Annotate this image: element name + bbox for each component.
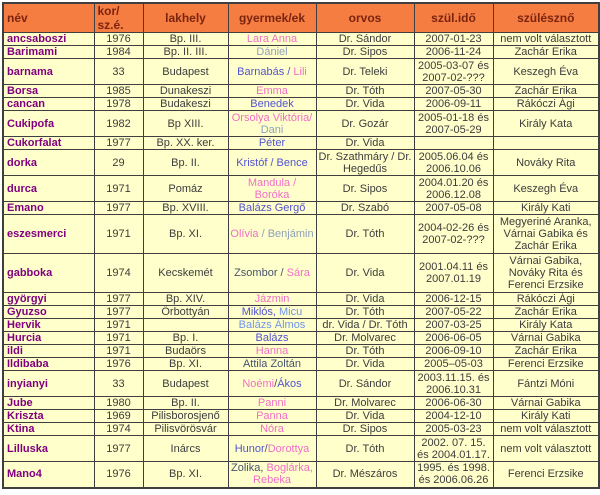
cell-orvos: Dr. Vida xyxy=(316,98,414,111)
cell-nev: Jube xyxy=(3,397,94,410)
column-header-lakhely: lakhely xyxy=(143,3,228,33)
cell-lakhely: Bp. XVIII. xyxy=(143,202,228,215)
cell-gyermek xyxy=(228,319,316,332)
cell-orvos: Dr. Molvarec xyxy=(316,397,414,410)
cell-nev: Emano xyxy=(3,202,94,215)
table-row xyxy=(3,423,599,436)
cell-lakhely: Bp XIII. xyxy=(143,111,228,137)
child-name: / Benjámin xyxy=(261,228,314,240)
child-name: Kristóf / Bence xyxy=(236,156,308,169)
table-row xyxy=(3,332,599,345)
cell-lakhely: Kecskemét xyxy=(143,254,228,293)
cell-gyermek xyxy=(228,293,316,306)
cell-szulido: 2004-12-10 xyxy=(414,410,493,423)
cell-gyermek xyxy=(228,345,316,358)
cell-lakhely: Budaörs xyxy=(143,345,228,358)
child-name: Balázs Gergő xyxy=(238,202,306,214)
cell-kor: 1977 xyxy=(94,137,143,150)
table-row xyxy=(3,85,599,98)
child-name: / xyxy=(274,377,278,390)
cell-kor: 1980 xyxy=(94,397,143,410)
cell-kor: 29 xyxy=(94,150,143,176)
column-header-gyermek: gyermek/ek xyxy=(228,3,316,33)
cell-nev: Mano4 xyxy=(3,462,94,488)
cell-orvos: Dr. Vida xyxy=(316,254,414,293)
table-row xyxy=(3,293,599,306)
child-name: Panni xyxy=(257,397,287,409)
cell-gyermek xyxy=(228,462,316,488)
cell-orvos: Dr. Tóth xyxy=(316,215,414,254)
cell-kor: 1974 xyxy=(94,254,143,293)
child-name: Emma xyxy=(256,85,288,97)
cell-lakhely: Bp. XIV. xyxy=(143,293,228,306)
cell-szulido: 2006-09-10 xyxy=(414,345,493,358)
cell-szuleszno: nem volt választott xyxy=(493,436,599,462)
cell-szulido: 2006-12-15 xyxy=(414,293,493,306)
cell-szulido: 2005-01-18 és 2007-05-29 xyxy=(414,111,493,137)
cell-szuleszno: Király Kata xyxy=(493,111,599,137)
table-row xyxy=(3,358,599,371)
cell-orvos: dr. Vida / Dr. Tóth xyxy=(316,319,414,332)
cell-kor: 1971 xyxy=(94,215,143,254)
cell-szuleszno: Ferenci Erzsike xyxy=(493,358,599,371)
cell-kor: 1971 xyxy=(94,176,143,202)
cell-szuleszno: Rákóczi Ági xyxy=(493,98,599,111)
cell-nev: Borsa xyxy=(3,85,94,98)
cell-lakhely: Inárcs xyxy=(143,436,228,462)
column-header-kor: kor/ sz.é. xyxy=(94,3,143,33)
cell-gyermek xyxy=(228,176,316,202)
table-row xyxy=(3,254,599,293)
cell-gyermek xyxy=(228,436,316,462)
child-name: Noémi xyxy=(242,377,275,390)
cell-kor: 1978 xyxy=(94,98,143,111)
cell-szuleszno: Király Kati xyxy=(493,410,599,423)
cell-gyermek xyxy=(228,150,316,176)
cell-nev: Kriszta xyxy=(3,410,94,423)
child-name: Zsombor / xyxy=(234,267,287,279)
cell-lakhely: Őrbottyán xyxy=(143,306,228,319)
cell-nev: Cukorfalat xyxy=(3,137,94,150)
cell-gyermek xyxy=(228,46,316,59)
table-row xyxy=(3,202,599,215)
cell-orvos: Dr. Vida xyxy=(316,137,414,150)
cell-szuleszno: Zachár Erika xyxy=(493,306,599,319)
table-row xyxy=(3,33,599,46)
cell-nev: Ktina xyxy=(3,423,94,436)
cell-lakhely: Bp. XX. ker. xyxy=(143,137,228,150)
cell-nev: Ildibaba xyxy=(3,358,94,371)
cell-szulido: 2006-11-24 xyxy=(414,46,493,59)
child-name: Dani xyxy=(260,123,284,136)
cell-kor: 1976 xyxy=(94,462,143,488)
cell-kor: 1971 xyxy=(94,319,143,332)
table-row xyxy=(3,137,599,150)
cell-nev: Hervik xyxy=(3,319,94,332)
child-name: Hunor xyxy=(234,442,265,455)
child-name: Panna xyxy=(256,410,288,422)
cell-gyermek xyxy=(228,98,316,111)
cell-gyermek xyxy=(228,410,316,423)
cell-szuleszno: nem volt választott xyxy=(493,423,599,436)
cell-orvos: Dr. Sándor xyxy=(316,371,414,397)
cell-szuleszno: Várnai Gabika xyxy=(493,397,599,410)
child-name: Balázs xyxy=(255,332,289,344)
cell-kor: 1971 xyxy=(94,332,143,345)
table-row xyxy=(3,59,599,85)
cell-gyermek xyxy=(228,423,316,436)
cell-kor: 1976 xyxy=(94,358,143,371)
header-row xyxy=(3,3,599,33)
child-name: Micu xyxy=(279,306,303,318)
cell-szulido: 2006-06-30 xyxy=(414,397,493,410)
cell-gyermek xyxy=(228,254,316,293)
child-name: Miklós, xyxy=(241,306,280,318)
cell-nev: Barimami xyxy=(3,46,94,59)
child-name: Hanna xyxy=(255,345,289,357)
child-name: Péter xyxy=(258,137,286,149)
cell-lakhely: Bp. XI. xyxy=(143,462,228,488)
table-row xyxy=(3,462,599,488)
child-name: Sára xyxy=(286,267,310,279)
cell-nev: Lilluska xyxy=(3,436,94,462)
child-name: Boglárka, Rebeka xyxy=(253,462,313,487)
cell-kor: 1977 xyxy=(94,436,143,462)
child-name: Attila Zoltán xyxy=(242,358,302,370)
cell-szuleszno: Zachár Erika xyxy=(493,85,599,98)
cell-nev: cancan xyxy=(3,98,94,111)
cell-szulido: 2001.04.11 és 2007.01.19 xyxy=(414,254,493,293)
cell-lakhely: Pilisborosjenő xyxy=(143,410,228,423)
cell-orvos: Dr. Vida xyxy=(316,293,414,306)
cell-gyermek xyxy=(228,332,316,345)
cell-gyermek xyxy=(228,111,316,137)
cell-kor: 33 xyxy=(94,371,143,397)
cell-szulido: 2007-05-22 xyxy=(414,306,493,319)
table-body xyxy=(3,33,599,488)
column-header-nev: név xyxy=(3,3,94,33)
cell-kor: 1977 xyxy=(94,306,143,319)
child-name: / xyxy=(264,442,268,455)
cell-gyermek xyxy=(228,33,316,46)
child-name: Balázs Álmos xyxy=(238,319,306,331)
child-name: Mandula / Boróka xyxy=(247,176,297,201)
cell-nev: ildi xyxy=(3,345,94,358)
cell-szuleszno: Ferenci Erzsike xyxy=(493,462,599,488)
column-header-orvos: orvos xyxy=(316,3,414,33)
table-row xyxy=(3,410,599,423)
cell-orvos: Dr. Szabó xyxy=(316,202,414,215)
cell-orvos: Dr. Vida xyxy=(316,410,414,423)
cell-szulido: 2007-01-23 xyxy=(414,33,493,46)
child-name: Lara Anna xyxy=(246,33,298,45)
cell-gyermek xyxy=(228,137,316,150)
child-name: Olívia xyxy=(230,228,262,240)
cell-nev: dorka xyxy=(3,150,94,176)
cell-szulido: 1995. és 1998. és 2006.06.26 xyxy=(414,462,493,488)
child-name: Barnabás / xyxy=(237,65,294,78)
cell-kor: 1976 xyxy=(94,33,143,46)
cell-szuleszno: Rákóczi Ági xyxy=(493,293,599,306)
cell-orvos: Dr. Sipos xyxy=(316,423,414,436)
cell-lakhely: Budapest xyxy=(143,59,228,85)
cell-gyermek xyxy=(228,202,316,215)
table-row xyxy=(3,98,599,111)
cell-szuleszno: nem volt választott xyxy=(493,33,599,46)
cell-kor: 1971 xyxy=(94,345,143,358)
cell-szulido: 2005–05-03 xyxy=(414,358,493,371)
cell-lakhely: Bp. XI. xyxy=(143,358,228,371)
cell-szulido xyxy=(414,137,493,150)
cell-kor: 1974 xyxy=(94,423,143,436)
table-row xyxy=(3,306,599,319)
table-row xyxy=(3,345,599,358)
child-name: Orsolya Viktória/ xyxy=(231,111,313,124)
cell-kor: 1977 xyxy=(94,293,143,306)
cell-szulido: 2004-02-26 és 2007-02-??? xyxy=(414,215,493,254)
table-row xyxy=(3,150,599,176)
cell-orvos: Dr. Tóth xyxy=(316,436,414,462)
cell-lakhely: Bp. I. xyxy=(143,332,228,345)
table-row xyxy=(3,215,599,254)
child-name: Zolika, xyxy=(231,462,267,475)
cell-szuleszno xyxy=(493,137,599,150)
cell-nev: gabboka xyxy=(3,254,94,293)
cell-gyermek xyxy=(228,59,316,85)
cell-gyermek xyxy=(228,306,316,319)
cell-kor: 1984 xyxy=(94,46,143,59)
table-row xyxy=(3,111,599,137)
cell-gyermek xyxy=(228,371,316,397)
cell-szulido: 2005-03-07 és 2007-02-??? xyxy=(414,59,493,85)
cell-nev: inyianyi xyxy=(3,371,94,397)
cell-szulido: 2005-03-23 xyxy=(414,423,493,436)
cell-szulido: 2004.01.20 és 2006.12.08 xyxy=(414,176,493,202)
cell-nev: Hurcia xyxy=(3,332,94,345)
child-name: Dániel xyxy=(256,46,288,58)
cell-orvos: Dr. Szathmáry / Dr. Hegedűs xyxy=(316,150,414,176)
cell-lakhely: Budakeszi xyxy=(143,98,228,111)
cell-szulido: 2006-09-11 xyxy=(414,98,493,111)
cell-szulido: 2007-05-08 xyxy=(414,202,493,215)
cell-nev: györgyi xyxy=(3,293,94,306)
cell-szuleszno: Keszegh Éva xyxy=(493,59,599,85)
cell-kor: 1982 xyxy=(94,111,143,137)
child-name: Jázmin xyxy=(254,293,290,305)
cell-nev: ancsaboszi xyxy=(3,33,94,46)
cell-szulido: 2007-05-30 xyxy=(414,85,493,98)
table-row xyxy=(3,319,599,332)
cell-szulido: 2007-03-25 xyxy=(414,319,493,332)
cell-szuleszno: Fántzi Móni xyxy=(493,371,599,397)
cell-lakhely xyxy=(143,319,228,332)
column-header-szuleszno: szülésznő xyxy=(493,3,599,33)
table-row xyxy=(3,46,599,59)
cell-orvos: Dr. Sipos xyxy=(316,176,414,202)
cell-kor: 1969 xyxy=(94,410,143,423)
child-name: Lili xyxy=(293,65,307,78)
cell-orvos: Dr. Teleki xyxy=(316,59,414,85)
cell-szuleszno: Zachár Erika xyxy=(493,345,599,358)
cell-orvos: Dr. Sipos xyxy=(316,46,414,59)
cell-orvos: Dr. Molvarec xyxy=(316,332,414,345)
cell-lakhely: Dunakeszi xyxy=(143,85,228,98)
cell-nev: Cukipofa xyxy=(3,111,94,137)
cell-orvos: Dr. Vida xyxy=(316,358,414,371)
cell-szuleszno: Király Kati xyxy=(493,202,599,215)
cell-szulido: 2006-06-05 xyxy=(414,332,493,345)
cell-kor: 1977 xyxy=(94,202,143,215)
child-name: Ákos xyxy=(277,377,302,390)
cell-szulido: 2002. 07. 15. és 2004.01.17. xyxy=(414,436,493,462)
cell-gyermek xyxy=(228,85,316,98)
cell-orvos: Dr. Tóth xyxy=(316,345,414,358)
child-name: Dorottya xyxy=(267,442,310,455)
cell-lakhely: Bp. II. III. xyxy=(143,46,228,59)
cell-nev: Gyuzso xyxy=(3,306,94,319)
cell-szuleszno: Várnai Gabika, Nováky Rita és Ferenci Erzsike xyxy=(493,254,599,293)
cell-szuleszno: Várnai Gabika xyxy=(493,332,599,345)
cell-gyermek xyxy=(228,215,316,254)
cell-orvos: Dr. Mészáros xyxy=(316,462,414,488)
child-name: Benedek xyxy=(250,98,294,110)
cell-lakhely: Bp. III. xyxy=(143,33,228,46)
cell-orvos: Dr. Tóth xyxy=(316,85,414,98)
cell-gyermek xyxy=(228,358,316,371)
cell-orvos: Dr. Gozár xyxy=(316,111,414,137)
cell-nev: barnama xyxy=(3,59,94,85)
child-name: Nóra xyxy=(260,423,284,435)
cell-orvos: Dr. Tóth xyxy=(316,306,414,319)
cell-kor: 33 xyxy=(94,59,143,85)
cell-szuleszno: Zachár Erika xyxy=(493,46,599,59)
table-row xyxy=(3,371,599,397)
table-row xyxy=(3,397,599,410)
cell-kor: 1985 xyxy=(94,85,143,98)
table-row xyxy=(3,436,599,462)
cell-lakhely: Bp. II. xyxy=(143,397,228,410)
cell-lakhely: Pomáz xyxy=(143,176,228,202)
cell-nev: durca xyxy=(3,176,94,202)
cell-szuleszno: Megyeriné Aranka, Várnai Gabika és Zachár Erika xyxy=(493,215,599,254)
table-row xyxy=(3,176,599,202)
column-header-szulido: szül.idő xyxy=(414,3,493,33)
cell-lakhely: Pilisvörösvár xyxy=(143,423,228,436)
cell-lakhely: Bp. II. xyxy=(143,150,228,176)
cell-szuleszno: Nováky Rita xyxy=(493,150,599,176)
cell-szuleszno: Király Kata xyxy=(493,319,599,332)
cell-lakhely: Bp. XI. xyxy=(143,215,228,254)
cell-orvos: Dr. Sándor xyxy=(316,33,414,46)
cell-lakhely: Budapest xyxy=(143,371,228,397)
cell-szulido: 2003.11.15. és 2006.10.31 xyxy=(414,371,493,397)
cell-gyermek xyxy=(228,397,316,410)
cell-nev: eszesmerci xyxy=(3,215,94,254)
cell-szulido: 2005.06.04 és 2006.10.06 xyxy=(414,150,493,176)
cell-szuleszno: Keszegh Éva xyxy=(493,176,599,202)
mothers-table xyxy=(2,2,600,489)
